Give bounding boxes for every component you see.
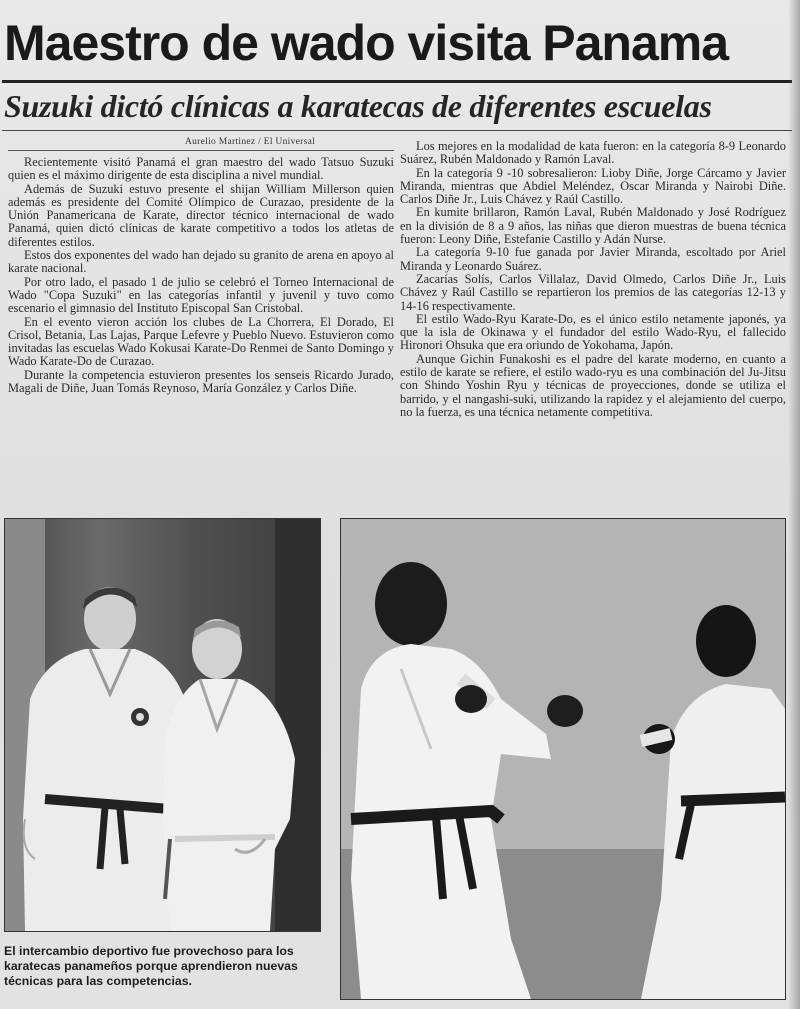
subheadline: Suzuki dictó clínicas a karatecas de diferentes escuelas <box>4 88 712 124</box>
paragraph: El estilo Wado-Ryu Karate-Do, es el único estilo netamente japonés, ya que la isla de Okinawa y el fundador del estilo Wado-Ryu, el fallecido Hironori Ohsuka que era oriundo de Yokohama, Japón. <box>400 311 786 353</box>
paragraph: En kumite brillaron, Ramón Laval, Rubén Maldonado y José Rodríguez en la división de 8 a 9 años, las niñas que dieron muestras de buena técnica fueron: Leony Diñe, Estefanie Castillo y Adán Nurse. <box>400 205 786 247</box>
paragraph: Zacarías Solís, Carlos Villalaz, David Olmedo, Carlos Diñe Jr., Luis Chávez y Raúl Castillo se repartieron los premios de las categorías 12-13 y 14-16 respectivamente. <box>400 271 786 313</box>
article-left-column <box>8 156 394 395</box>
paragraph: Por otro lado, el pasado 1 de julio se celebró el Torneo Internacional de Wado "Copa Suzuki" en las categorías infantil y juvenil y tuvo como escenario el gimnasio del Instituto Episcopal San Cristobal. <box>8 274 394 316</box>
paragraph: En el evento vieron acción los clubes de La Chorrera, El Dorado, El Crisol, Betania, Las Lajas, Parque Lefevre y Pueblo Nuevo. Estuvieron como invitadas las escuelas Wado Kokusai Karate-Do Renmei de Santo Domingo y Wado Karate-Do de Curazao. <box>8 314 394 369</box>
photo-masters <box>4 518 321 932</box>
paragraph: En la categoría 9 -10 sobresalieron: Lioby Diñe, Jorge Cárcamo y Javier Miranda, mientras que Abdiel Meléndez, Oscar Miranda y Nairobi Diñe. Carlos Diñe Jr., Luis Chávez y Raúl Castillo. <box>400 165 786 207</box>
byline-rule <box>8 150 394 151</box>
photo-sparring <box>340 518 786 1000</box>
paragraph: Estos dos exponentes del wado han dejado su granito de arena en apoyo al karate nacional. <box>8 248 394 276</box>
article-right-column <box>400 140 786 419</box>
paragraph: Además de Suzuki estuvo presente el shijan William Millerson quien además es presidente del Comité Olímpico de Curazao, presidente de la Unión Panamericana de Karate, director técnico internacional de wado Panamá, quien dictó clínicas de karate competitivo a todos los atletas de diferentes estilos. <box>8 181 394 249</box>
paragraph: Aunque Gichin Funakoshi es el padre del karate moderno, en cuanto a estilo de karate se refiere, el estilo wado-ryu es una combinación del Ju-Jitsu con Shindo Yoshin Ryu y técnicas de proyecciones, donde se utiliza el barrido, y el nangashi-suki, utilizando la rapidez y el alejamiento del cuerpo, no la fuerza, es una técnica netamente competitiva. <box>400 351 786 419</box>
paragraph: Los mejores en la modalidad de kata fueron: en la categoría 8-9 Leonardo Suárez, Rubén Maldonado y Ramón Laval. <box>400 139 786 167</box>
paragraph: La categoría 9-10 fue ganada por Javier Miranda, escoltado por Ariel Miranda y Leonardo Suárez. <box>400 245 786 273</box>
photo-masters-image <box>5 519 320 931</box>
photo-sparring-image <box>341 519 785 999</box>
scan-shadow <box>788 0 800 1009</box>
byline: Aurelio Martinez / El Universal <box>184 137 316 147</box>
paragraph: Recientemente visitó Panamá el gran maestro del wado Tatsuo Suzuki quien es el máximo dirigente de esta disciplina a nivel mundial. <box>8 155 394 183</box>
headline: Maestro de wado visita Panama <box>4 15 729 71</box>
paragraph: Durante la competencia estuvieron presentes los senseis Ricardo Jurado, Magali de Diñe, Juan Tomás Reynoso, María González y Carlos Diñe. <box>8 367 394 396</box>
subheadline-rule <box>2 130 792 131</box>
headline-rule <box>2 80 792 83</box>
photo-caption: El intercambio deportivo fue provechoso para los karatecas panameños porque aprendieron nuevas técnicas para las competencias. <box>4 944 298 988</box>
